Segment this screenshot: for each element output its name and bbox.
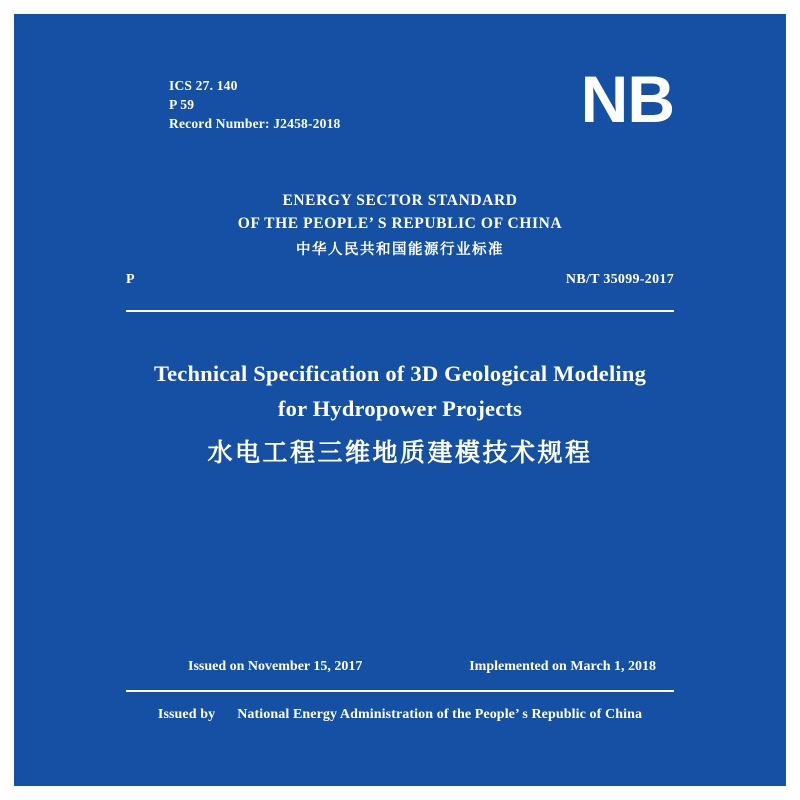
nb-logo: NB bbox=[580, 62, 674, 136]
standard-title-en-line2: OF THE PEOPLE’ S REPUBLIC OF CHINA bbox=[237, 215, 563, 232]
implemented-date: Implemented on March 1, 2018 bbox=[469, 659, 656, 674]
document-title-en-line1: Technical Specification of 3D Geological Modeling bbox=[153, 361, 647, 386]
cover-header bbox=[14, 62, 786, 166]
issuer-label: Issued by bbox=[157, 707, 216, 722]
document-title-block bbox=[74, 356, 726, 474]
code-row bbox=[126, 272, 674, 292]
standard-cover bbox=[14, 14, 786, 786]
standard-number: NB/T 35099-2017 bbox=[565, 272, 674, 287]
issuer-row bbox=[14, 707, 786, 723]
classification-code: P 59 bbox=[169, 97, 195, 112]
standard-title-cn: 中华人民共和国能源行业标准 bbox=[296, 242, 504, 258]
ics-number: ICS 27. 140 bbox=[169, 78, 238, 93]
category-code: P bbox=[126, 272, 135, 287]
ics-block bbox=[169, 76, 340, 133]
document-title-en-line2: for Hydropower Projects bbox=[277, 396, 523, 421]
issuer-organization: National Energy Administration of the People’ s Republic of China bbox=[237, 707, 643, 722]
divider-bottom bbox=[126, 690, 674, 692]
standard-title-en-line1: ENERGY SECTOR STANDARD bbox=[282, 192, 518, 209]
dates-row bbox=[126, 659, 674, 681]
record-number: Record Number: J2458-2018 bbox=[169, 116, 341, 131]
divider-top bbox=[126, 310, 674, 312]
standard-title-block bbox=[14, 189, 786, 264]
issued-date: Issued on November 15, 2017 bbox=[188, 659, 363, 674]
document-title-cn: 水电工程三维地质建模技术规程 bbox=[207, 440, 593, 467]
